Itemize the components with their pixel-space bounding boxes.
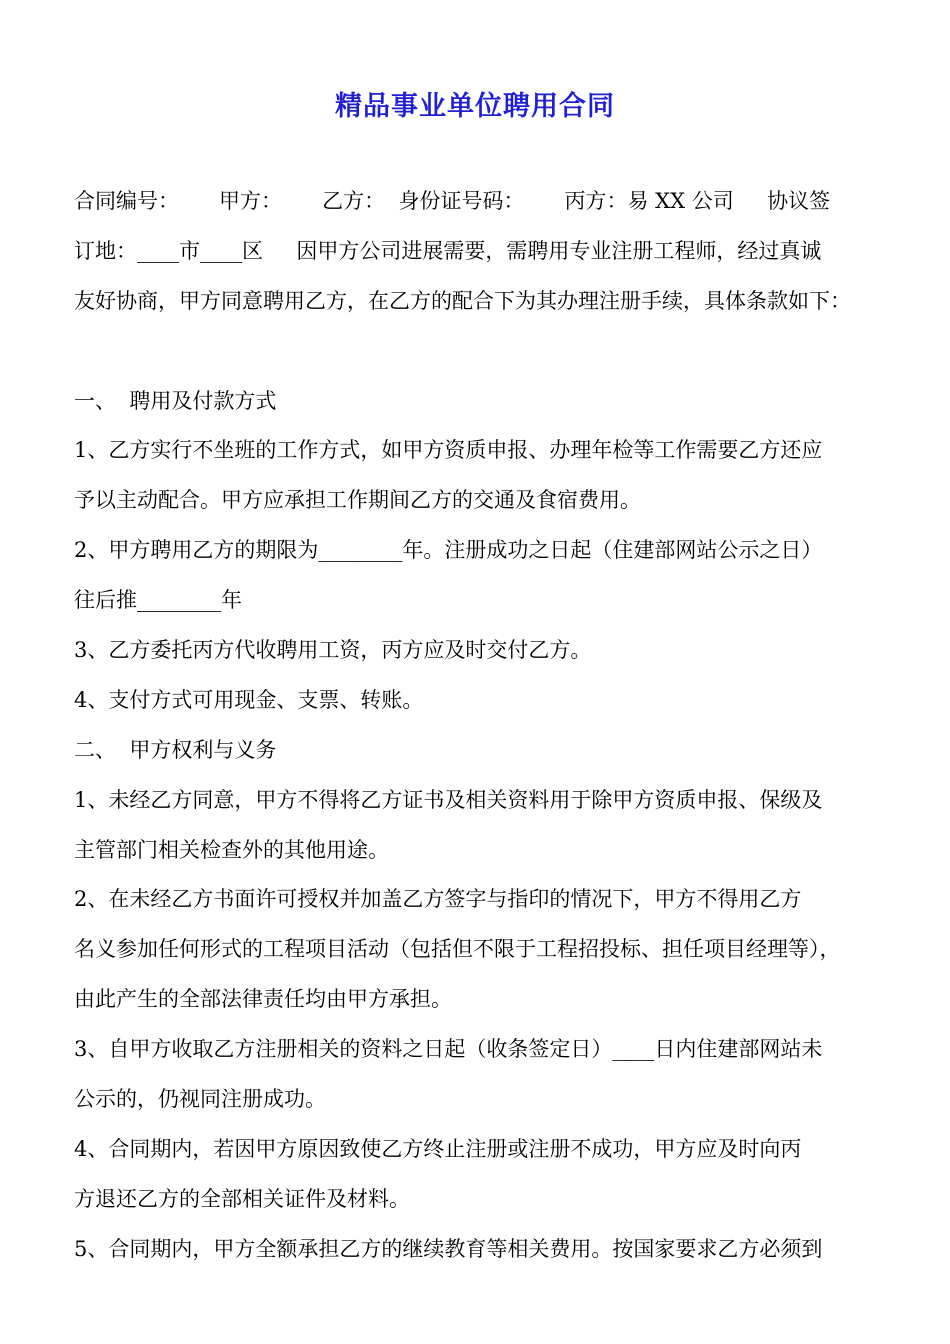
clause-line: 2、甲方聘用乙方的期限为________年。注册成功之日起（住建部网站公示之日）: [74, 538, 823, 562]
clause-line: 名义参加任何形式的工程项目活动（包括但不限于工程招投标、担任项目经理等），: [74, 937, 841, 961]
clause-line: 公示的，仍视同注册成功。: [74, 1087, 326, 1111]
header-line-2: 订地：____市____区 因甲方公司进展需要，需聘用专业注册工程师，经过真诚: [74, 239, 822, 263]
clause-line: 4、合同期内，若因甲方原因致使乙方终止注册或注册不成功，甲方应及时向丙: [74, 1137, 802, 1161]
clause-line: 1、未经乙方同意，甲方不得将乙方证书及相关资料用于除甲方资质申报、保级及: [74, 788, 823, 812]
section-heading-2: 二、 甲方权利与义务: [74, 738, 277, 762]
clause-line: 3、自甲方收取乙方注册相关的资料之日起（收条签定日）____日内住建部网站未: [74, 1037, 823, 1061]
clause-line: 主管部门相关检查外的其他用途。: [74, 838, 389, 862]
document-title: 精品事业单位聘用合同: [335, 91, 615, 122]
clause-line: 由此产生的全部法律责任均由甲方承担。: [74, 987, 452, 1011]
clause-line: 方退还乙方的全部相关证件及材料。: [74, 1187, 410, 1211]
section-heading-1: 一、 聘用及付款方式: [74, 389, 277, 413]
clause-line: 4、支付方式可用现金、支票、转账。: [74, 688, 424, 712]
clause-line: 1、乙方实行不坐班的工作方式，如甲方资质申报、办理年检等工作需要乙方还应: [74, 438, 823, 462]
clause-line: 予以主动配合。甲方应承担工作期间乙方的交通及食宿费用。: [74, 488, 641, 512]
clause-line: 往后推________年: [74, 588, 242, 612]
header-line-3: 友好协商，甲方同意聘用乙方，在乙方的配合下为其办理注册手续，具体条款如下：: [74, 289, 851, 313]
clause-line: 2、在未经乙方书面许可授权并加盖乙方签字与指印的情况下，甲方不得用乙方: [74, 887, 802, 911]
header-line-1: 合同编号： 甲方： 乙方： 身份证号码： 丙方：易 XX 公司 协议签: [74, 189, 831, 213]
clause-line: 5、合同期内，甲方全额承担乙方的继续教育等相关费用。按国家要求乙方必须到: [74, 1237, 823, 1261]
clause-line: 3、乙方委托丙方代收聘用工资，丙方应及时交付乙方。: [74, 638, 592, 662]
